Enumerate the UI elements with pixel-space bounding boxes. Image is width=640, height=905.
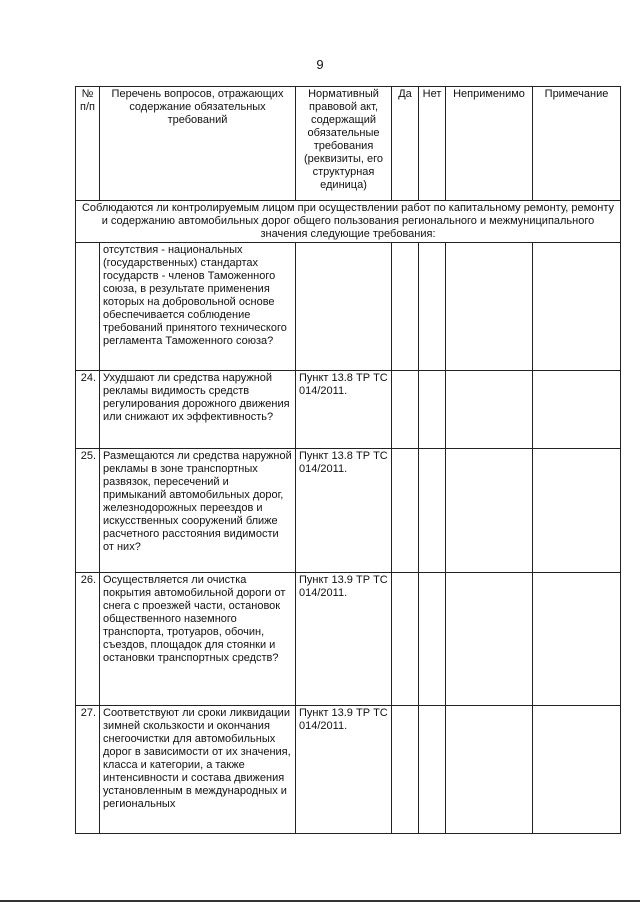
row-norm: Пункт 13.9 ТР ТС 014/2011. bbox=[296, 706, 392, 834]
header-na: Неприменимо bbox=[446, 87, 533, 201]
row-norm bbox=[296, 243, 392, 371]
cell-yes bbox=[392, 371, 419, 449]
cell-note bbox=[533, 573, 621, 706]
row-question: Соответствуют ли сроки ликвидации зимней скользкости и окончания снегоочистки для автомобильных дорог в зависимости от их значения, класса и категории, а также интенсивности и состава движения установленным в международных и региональных bbox=[100, 706, 296, 834]
table-row bbox=[76, 371, 621, 449]
header-note: Примечание bbox=[533, 87, 621, 201]
cell-no bbox=[419, 449, 446, 573]
cell-yes bbox=[392, 573, 419, 706]
table-row bbox=[76, 573, 621, 706]
cell-na bbox=[446, 573, 533, 706]
cell-yes bbox=[392, 243, 419, 371]
header-question: Перечень вопросов, отражающих содержание обязательных требований bbox=[100, 87, 296, 201]
table-row bbox=[76, 449, 621, 573]
header-row bbox=[76, 87, 621, 201]
cell-note bbox=[533, 706, 621, 834]
section-row bbox=[76, 201, 621, 243]
row-number bbox=[76, 243, 100, 371]
table-row bbox=[76, 706, 621, 834]
cell-na bbox=[446, 243, 533, 371]
row-norm: Пункт 13.8 ТР ТС 014/2011. bbox=[296, 449, 392, 573]
row-question: отсутствия - национальных (государственных) стандартах государств - членов Таможенного союза, в результате применения которых на добровольной основе обеспечивается соблюдение требований принятого технического регламента Таможенного союза? bbox=[100, 243, 296, 371]
cell-note bbox=[533, 243, 621, 371]
cell-yes bbox=[392, 449, 419, 573]
row-number: 26. bbox=[76, 573, 100, 706]
cell-note bbox=[533, 371, 621, 449]
cell-na bbox=[446, 449, 533, 573]
page-number: 9 bbox=[316, 57, 324, 72]
cell-na bbox=[446, 706, 533, 834]
cell-note bbox=[533, 449, 621, 573]
cell-no bbox=[419, 573, 446, 706]
row-number: 27. bbox=[76, 706, 100, 834]
table-row bbox=[76, 243, 621, 371]
row-norm: Пункт 13.9 ТР ТС 014/2011. bbox=[296, 573, 392, 706]
row-question: Ухудшают ли средства наружной рекламы видимость средств регулирования дорожного движения или снижают их эффективность? bbox=[100, 371, 296, 449]
cell-na bbox=[446, 371, 533, 449]
row-question: Осуществляется ли очистка покрытия автомобильной дороги от снега с проезжей части, остановок общественного наземного транспорта, тротуаров, обочин, съездов, площадок для стоянки и остановки транспортных средств? bbox=[100, 573, 296, 706]
header-norm: Нормативный правовой акт, содержащий обязательные требования (реквизиты, его структурная единица) bbox=[296, 87, 392, 201]
row-norm: Пункт 13.8 ТР ТС 014/2011. bbox=[296, 371, 392, 449]
section-text: Соблюдаются ли контролируемым лицом при осуществлении работ по капитальному ремонту, ремонту и содержанию автомобильных дорог общего пользования регионального и межмуниципального значения следующие требования: bbox=[76, 201, 621, 243]
header-no: Нет bbox=[419, 87, 446, 201]
row-number: 25. bbox=[76, 449, 100, 573]
cell-yes bbox=[392, 706, 419, 834]
cell-no bbox=[419, 371, 446, 449]
cell-no bbox=[419, 243, 446, 371]
header-num: № п/п bbox=[76, 87, 100, 201]
requirements-checklist-table bbox=[75, 86, 621, 834]
cell-no bbox=[419, 706, 446, 834]
header-yes: Да bbox=[392, 87, 419, 201]
row-number: 24. bbox=[76, 371, 100, 449]
row-question: Размещаются ли средства наружной рекламы в зоне транспортных развязок, пересечений и примыканий автомобильных дорог, железнодорожных переездов и искусственных сооружений ближе расчетного расстояния видимости от них? bbox=[100, 449, 296, 573]
page-bottom-edge bbox=[0, 900, 640, 902]
